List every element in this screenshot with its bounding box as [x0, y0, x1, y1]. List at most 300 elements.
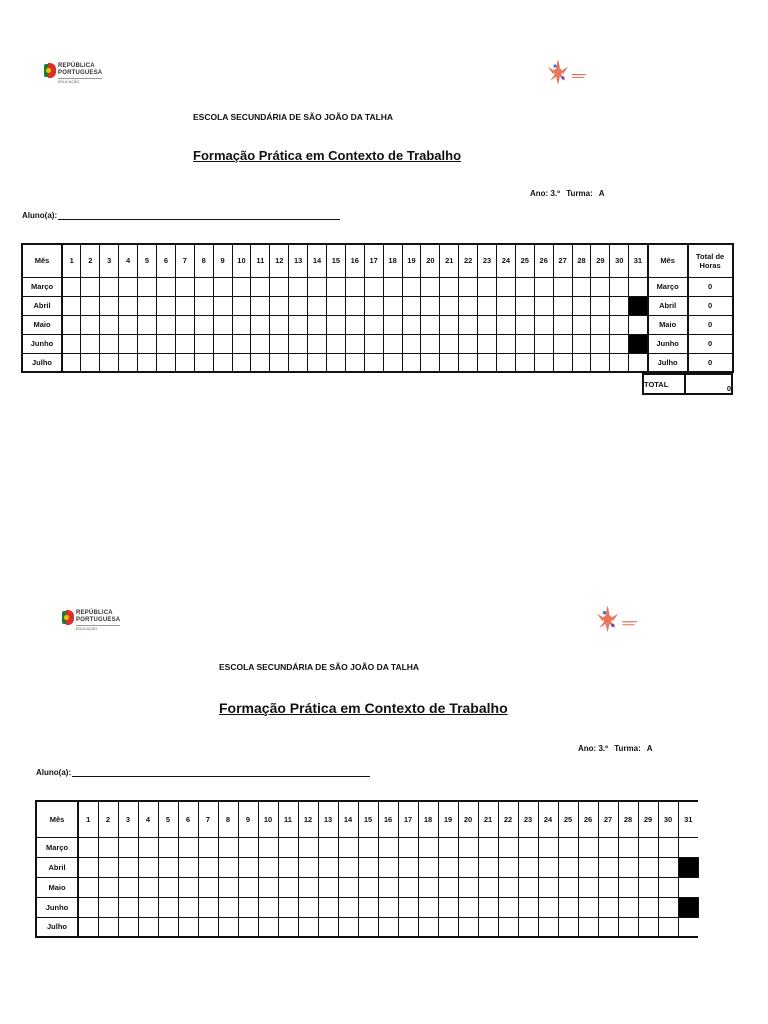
- day-cell: [478, 277, 497, 296]
- day-cell: [518, 877, 538, 897]
- day-cell: [345, 353, 364, 372]
- day-cell: [478, 897, 498, 917]
- day-header-23: 23: [518, 801, 538, 837]
- day-cell: [345, 296, 364, 315]
- day-cell: [98, 917, 118, 937]
- day-header-31: 31: [684, 814, 693, 824]
- total-hours-value: 0: [688, 334, 733, 353]
- day-cell: [213, 353, 232, 372]
- day-cell: [678, 877, 698, 897]
- day-cell: [458, 897, 478, 917]
- day-cell: [629, 296, 648, 315]
- day-cell: [478, 837, 498, 857]
- day-cell: [232, 353, 251, 372]
- day-header-7: 7: [175, 244, 194, 277]
- day-cell: [610, 277, 629, 296]
- day-header-10: 10: [232, 244, 251, 277]
- day-cell: [458, 837, 478, 857]
- day-cell: [345, 315, 364, 334]
- day-cell: [358, 837, 378, 857]
- day-cell: [238, 837, 258, 857]
- day-cell: [198, 877, 218, 897]
- day-cell: [289, 353, 308, 372]
- day-cell: [345, 334, 364, 353]
- day-cell: [383, 334, 402, 353]
- logo-line-1: REPÚBLICA: [58, 63, 95, 69]
- day-cell: [338, 877, 358, 897]
- table-row: [36, 857, 698, 877]
- month-label-right: Julho: [648, 353, 688, 372]
- day-cell: [378, 877, 398, 897]
- day-cell: [178, 897, 198, 917]
- month-label: Julho: [36, 917, 78, 937]
- day-header-31: 31: [629, 244, 648, 277]
- day-cell: [318, 877, 338, 897]
- day-cell: [553, 334, 572, 353]
- day-cell: [194, 296, 213, 315]
- day-header-15: 15: [358, 801, 378, 837]
- day-cell: [364, 353, 383, 372]
- day-cell: [496, 277, 515, 296]
- day-cell: [383, 353, 402, 372]
- day-cell: [138, 897, 158, 917]
- day-cell: [440, 334, 459, 353]
- total-label: TOTAL: [643, 374, 685, 394]
- day-cell: [194, 334, 213, 353]
- day-cell: [118, 897, 138, 917]
- day-cell: [459, 315, 478, 334]
- day-header-20: 20: [458, 801, 478, 837]
- day-cell: [378, 857, 398, 877]
- day-header-27: 27: [598, 801, 618, 837]
- day-header-11: 11: [278, 801, 298, 837]
- day-cell: [238, 877, 258, 897]
- day-cell: [459, 334, 478, 353]
- day-header-29: 29: [638, 801, 658, 837]
- attendance-table: [21, 243, 734, 373]
- day-cell: [629, 315, 648, 334]
- day-cell: [438, 877, 458, 897]
- month-label: Maio: [22, 315, 62, 334]
- logo-line-3: EDUCAÇÃO: [76, 625, 120, 632]
- day-cell: [638, 857, 658, 877]
- aluno-label: Aluno(a):: [22, 211, 58, 220]
- day-cell: [440, 296, 459, 315]
- day-cell: [459, 296, 478, 315]
- day-header-21: 21: [478, 801, 498, 837]
- day-cell: [572, 315, 591, 334]
- day-cell: [534, 334, 553, 353]
- day-cell: [534, 353, 553, 372]
- day-header-3: 3: [100, 244, 119, 277]
- day-cell: [238, 897, 258, 917]
- table-row: [36, 917, 698, 937]
- day-header-8: 8: [218, 801, 238, 837]
- day-cell: [438, 917, 458, 937]
- page-title: Formação Prática em Contexto de Trabalho: [193, 148, 462, 163]
- day-header-15: 15: [326, 244, 345, 277]
- day-cell: [278, 877, 298, 897]
- republica-flag-icon: [62, 610, 73, 625]
- day-cell: [178, 917, 198, 937]
- day-cell: [178, 877, 198, 897]
- day-cell: [591, 296, 610, 315]
- month-label: Abril: [22, 296, 62, 315]
- day-cell: [678, 897, 698, 917]
- day-cell: [538, 917, 558, 937]
- day-cell: [62, 315, 81, 334]
- day-header-11: 11: [251, 244, 270, 277]
- day-cell: [498, 837, 518, 857]
- day-cell: [298, 897, 318, 917]
- aluno-field[interactable]: [22, 211, 340, 220]
- day-cell: [326, 353, 345, 372]
- day-cell: [81, 277, 100, 296]
- table-row: [22, 315, 733, 334]
- day-cell: [338, 897, 358, 917]
- day-cell: [638, 897, 658, 917]
- ano-label: Ano: 3.º: [530, 189, 561, 198]
- day-cell: [538, 837, 558, 857]
- day-cell: [298, 877, 318, 897]
- day-cell: [572, 296, 591, 315]
- day-header-18: 18: [383, 244, 402, 277]
- day-cell: [158, 897, 178, 917]
- day-cell: [438, 857, 458, 877]
- day-header-27: 27: [553, 244, 572, 277]
- day-cell: [402, 277, 421, 296]
- day-cell: [496, 315, 515, 334]
- day-cell: [402, 315, 421, 334]
- school-logo-icon: [595, 603, 639, 635]
- day-header-12: 12: [270, 244, 289, 277]
- day-cell: [518, 917, 538, 937]
- day-cell: [498, 897, 518, 917]
- day-cell: [618, 877, 638, 897]
- day-cell: [158, 917, 178, 937]
- day-header-8: 8: [194, 244, 213, 277]
- day-cell: [175, 315, 194, 334]
- day-cell: [258, 917, 278, 937]
- day-cell: [278, 917, 298, 937]
- day-cell: [553, 277, 572, 296]
- total-hours-value: 0: [688, 277, 733, 296]
- day-cell: [398, 837, 418, 857]
- day-header-6: 6: [178, 801, 198, 837]
- day-cell: [638, 877, 658, 897]
- day-cell: [100, 353, 119, 372]
- day-cell: [81, 353, 100, 372]
- day-cell: [383, 277, 402, 296]
- day-cell: [678, 857, 698, 877]
- day-cell: [258, 857, 278, 877]
- day-cell: [629, 277, 648, 296]
- day-cell: [318, 857, 338, 877]
- day-cell: [598, 857, 618, 877]
- month-label-right: Março: [648, 277, 688, 296]
- day-cell: [629, 334, 648, 353]
- day-cell: [618, 837, 638, 857]
- day-cell: [218, 877, 238, 897]
- day-cell: [658, 857, 678, 877]
- day-cell: [364, 277, 383, 296]
- day-cell: [194, 353, 213, 372]
- day-cell: [138, 353, 157, 372]
- day-cell: [364, 334, 383, 353]
- table-row: [22, 334, 733, 353]
- day-cell: [100, 315, 119, 334]
- day-cell: [558, 877, 578, 897]
- republica-portuguesa-logo: [62, 610, 120, 632]
- day-header-13: 13: [318, 801, 338, 837]
- day-cell: [534, 277, 553, 296]
- month-label: Abril: [36, 857, 78, 877]
- day-cell: [308, 277, 327, 296]
- total-hours-value: 0: [688, 296, 733, 315]
- day-header-6: 6: [156, 244, 175, 277]
- day-cell: [618, 897, 638, 917]
- day-cell: [658, 897, 678, 917]
- day-cell: [459, 277, 478, 296]
- day-cell: [591, 334, 610, 353]
- day-cell: [515, 277, 534, 296]
- day-cell: [138, 296, 157, 315]
- table-row: [22, 277, 733, 296]
- day-cell: [118, 837, 138, 857]
- day-cell: [591, 277, 610, 296]
- day-cell: [558, 857, 578, 877]
- day-cell: [78, 897, 98, 917]
- school-logo-icon: [546, 57, 588, 87]
- day-cell: [572, 353, 591, 372]
- day-cell: [610, 296, 629, 315]
- day-cell: [258, 877, 278, 897]
- day-cell: [238, 857, 258, 877]
- day-cell: [198, 917, 218, 937]
- day-cell: [458, 917, 478, 937]
- day-cell: [198, 837, 218, 857]
- day-cell: [578, 837, 598, 857]
- day-cell: [358, 877, 378, 897]
- day-header-12: 12: [298, 801, 318, 837]
- day-cell: [518, 857, 538, 877]
- day-cell: [558, 917, 578, 937]
- total-row: [642, 373, 733, 395]
- day-cell: [515, 334, 534, 353]
- day-header-18: 18: [418, 801, 438, 837]
- table-row: [22, 353, 733, 372]
- day-cell: [289, 334, 308, 353]
- day-cell: [278, 857, 298, 877]
- day-cell: [213, 296, 232, 315]
- day-header-14: 14: [338, 801, 358, 837]
- day-cell: [440, 315, 459, 334]
- day-cell: [578, 877, 598, 897]
- day-cell: [318, 837, 338, 857]
- total-hours-header: Total de Horas: [688, 244, 733, 277]
- aluno-input-line[interactable]: [72, 768, 370, 777]
- day-cell: [213, 277, 232, 296]
- day-cell: [118, 857, 138, 877]
- day-cell: [78, 857, 98, 877]
- day-cell: [345, 277, 364, 296]
- day-header-13: 13: [289, 244, 308, 277]
- day-cell: [119, 296, 138, 315]
- logo-line-2: PORTUGUESA: [58, 70, 103, 76]
- turma-value: A: [598, 189, 605, 198]
- day-header-1: 1: [78, 801, 98, 837]
- day-cell: [156, 296, 175, 315]
- day-cell: [194, 315, 213, 334]
- day-cell: [553, 315, 572, 334]
- day-cell: [610, 315, 629, 334]
- day-header-10: 10: [258, 801, 278, 837]
- aluno-input-line[interactable]: [58, 211, 340, 220]
- day-header-25: 25: [515, 244, 534, 277]
- day-header-5: 5: [138, 244, 157, 277]
- day-cell: [572, 334, 591, 353]
- day-cell: [78, 917, 98, 937]
- day-cell: [178, 857, 198, 877]
- day-cell: [175, 334, 194, 353]
- month-label-right: Junho: [648, 334, 688, 353]
- day-cell: [421, 353, 440, 372]
- day-cell: [100, 296, 119, 315]
- day-cell: [458, 877, 478, 897]
- day-cell: [232, 277, 251, 296]
- day-cell: [289, 277, 308, 296]
- day-cell: [198, 857, 218, 877]
- day-header-26: 26: [534, 244, 553, 277]
- day-cell: [218, 897, 238, 917]
- day-header-7: 7: [198, 801, 218, 837]
- day-header-20: 20: [421, 244, 440, 277]
- day-header-9: 9: [238, 801, 258, 837]
- day-header-4: 4: [119, 244, 138, 277]
- day-header-1: 1: [62, 244, 81, 277]
- turma-label: Turma:: [566, 189, 593, 198]
- day-cell: [81, 334, 100, 353]
- day-cell: [119, 353, 138, 372]
- day-cell: [478, 877, 498, 897]
- day-cell: [218, 857, 238, 877]
- day-header-2: 2: [81, 244, 100, 277]
- day-cell: [175, 277, 194, 296]
- day-cell: [478, 353, 497, 372]
- month-label-right: Maio: [648, 315, 688, 334]
- day-cell: [138, 857, 158, 877]
- day-cell: [496, 296, 515, 315]
- day-cell: [378, 837, 398, 857]
- day-cell: [156, 334, 175, 353]
- day-cell: [308, 315, 327, 334]
- day-header-3: 3: [118, 801, 138, 837]
- day-cell: [398, 897, 418, 917]
- day-cell: [289, 315, 308, 334]
- day-cell: [440, 353, 459, 372]
- day-cell: [458, 857, 478, 877]
- day-cell: [100, 277, 119, 296]
- day-header-24: 24: [496, 244, 515, 277]
- day-cell: [578, 917, 598, 937]
- day-cell: [258, 897, 278, 917]
- day-cell: [398, 857, 418, 877]
- day-cell: [358, 917, 378, 937]
- day-cell: [238, 917, 258, 937]
- day-cell: [338, 837, 358, 857]
- month-label: Maio: [36, 877, 78, 897]
- day-cell: [118, 917, 138, 937]
- day-cell: [138, 334, 157, 353]
- day-header-9: 9: [213, 244, 232, 277]
- day-header-19: 19: [402, 244, 421, 277]
- day-cell: [326, 296, 345, 315]
- day-header-22: 22: [459, 244, 478, 277]
- day-header-2: 2: [98, 801, 118, 837]
- day-cell: [98, 857, 118, 877]
- day-cell: [572, 277, 591, 296]
- day-header-25: 25: [558, 801, 578, 837]
- day-cell: [638, 837, 658, 857]
- day-cell: [418, 917, 438, 937]
- day-cell: [598, 917, 618, 937]
- day-cell: [270, 315, 289, 334]
- day-cell: [498, 877, 518, 897]
- day-cell: [62, 353, 81, 372]
- attendance-table: [35, 800, 699, 938]
- day-header-30: 30: [658, 801, 678, 837]
- aluno-label: Aluno(a):: [36, 768, 72, 777]
- header-row: [36, 801, 698, 837]
- day-cell: [318, 917, 338, 937]
- day-cell: [658, 837, 678, 857]
- day-cell: [638, 917, 658, 937]
- day-cell: [308, 296, 327, 315]
- day-cell: [251, 353, 270, 372]
- day-header-28: 28: [618, 801, 638, 837]
- day-cell: [378, 897, 398, 917]
- day-cell: [553, 296, 572, 315]
- day-cell: [251, 315, 270, 334]
- total-hours-value: 0: [688, 353, 733, 372]
- turma-value: A: [646, 744, 653, 753]
- day-cell: [478, 917, 498, 937]
- day-cell: [398, 877, 418, 897]
- day-header-29: 29: [591, 244, 610, 277]
- aluno-field[interactable]: [36, 768, 370, 777]
- day-header-26: 26: [578, 801, 598, 837]
- day-cell: [358, 897, 378, 917]
- day-cell: [119, 277, 138, 296]
- day-cell: [326, 334, 345, 353]
- day-header-21: 21: [440, 244, 459, 277]
- day-cell: [138, 837, 158, 857]
- day-cell: [270, 277, 289, 296]
- day-header-5: 5: [158, 801, 178, 837]
- day-cell: [298, 917, 318, 937]
- day-cell: [498, 917, 518, 937]
- day-cell: [156, 315, 175, 334]
- day-cell: [138, 917, 158, 937]
- day-cell: [478, 334, 497, 353]
- day-header-14: 14: [308, 244, 327, 277]
- day-cell: [383, 315, 402, 334]
- day-header-23: 23: [478, 244, 497, 277]
- day-cell: [618, 857, 638, 877]
- day-cell: [218, 837, 238, 857]
- day-cell: [98, 897, 118, 917]
- day-cell: [478, 296, 497, 315]
